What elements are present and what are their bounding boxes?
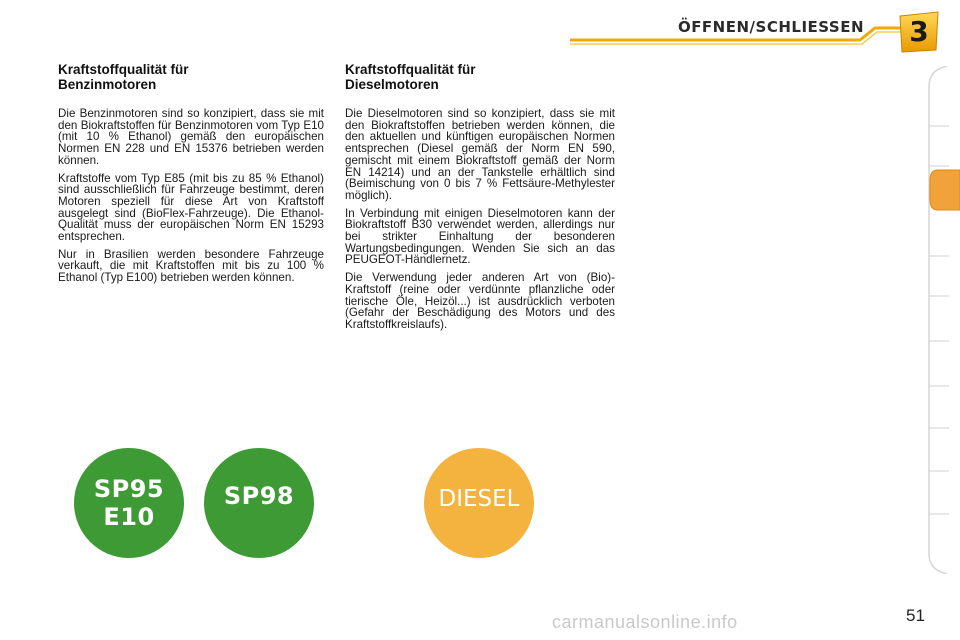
chapter-title: ÖFFNEN/SCHLIESSEN [677,18,864,36]
chapter-number: 3 [909,14,929,48]
petrol-heading [58,62,324,92]
petrol-heading-line2: Benzinmotoren [58,77,157,92]
sp98-label: SP98 [223,482,295,510]
diesel-paragraph: Die Dieselmotoren sind so konzipiert, dass sie mit den Biokraftstoffen betrieben werden können, die den aktuellen und künftigen europäischen Normen entsprechen (Diesel gemäß der Norm EN 590, gemischt mit einem Biokraftstoff gemäß der Norm EN 14214) und an der Tankstelle erhältlich sind (Beimischung von 0 bis 7 % Fettsäure-Methylester möglich). [345,107,615,202]
page-number: 51 [906,606,925,625]
petrol-paragraph: Nur in Brasilien werden besondere Fahrzeuge verkauft, die mit Kraftstoffen mit bis zu 100 % Ethanol (Typ E100) betrieben werden können. [58,247,324,285]
active-chapter-tab[interactable] [928,168,960,212]
petrol-paragraph: Kraftstoffe vom Typ E85 (mit bis zu 85 % Ethanol) sind ausschließlich für Fahrzeuge bestimmt, deren Motoren speziell für diese Art von Kraftstoff ausgelegt sind (BioFlex-Fahrzeuge). Die Ethanol-Qualität muss der europäischen Norm EN 15293 entsprechen. [58,171,324,244]
diesel-fuel-section [345,62,615,337]
e10-label: E10 [103,503,155,531]
diesel-paragraph: Die Verwendung jeder anderen Art von (Bio)-Kraftstoff (reine oder verdünnte pflanzliche oder tierische Öle, Heizöl...) ist ausdrücklich verboten (Gefahr der Beschädigung des Motors und des Kraftstoffkreislaufs). [345,271,615,331]
petrol-paragraph: Die Benzinmotoren sind so konzipiert, dass sie mit den Biokraftstoffen für Benzinmotoren vom Typ E10 (mit 10 % Ethanol) gemäß den europäischen Normen EN 228 und EN 15376 betrieben werden können. [58,107,324,167]
watermark-text: carmanualsonline.info [552,612,738,632]
diesel-heading-line2: Dieselmotoren [345,77,439,92]
petrol-heading-line1: Kraftstoffqualität für [58,62,189,77]
sp98-badge [204,448,314,558]
diesel-heading [345,62,615,92]
sp95-label: SP95 [93,475,165,503]
diesel-heading-line1: Kraftstoffqualität für [345,62,476,77]
diesel-label: DIESEL [438,486,520,512]
petrol-fuel-section [58,62,324,290]
chapter-tab-rail [927,66,949,574]
sp95-e10-badge [74,448,184,558]
diesel-paragraph: In Verbindung mit einigen Dieselmotoren kann der Biokraftstoff B30 verwendet werden, allerdings nur bei strikter Einhaltung der besonderen Wartungsbedingungen. Wenden Sie sich an das PEUGEOT-Händlernetz. [345,206,615,267]
diesel-badge [424,448,534,558]
